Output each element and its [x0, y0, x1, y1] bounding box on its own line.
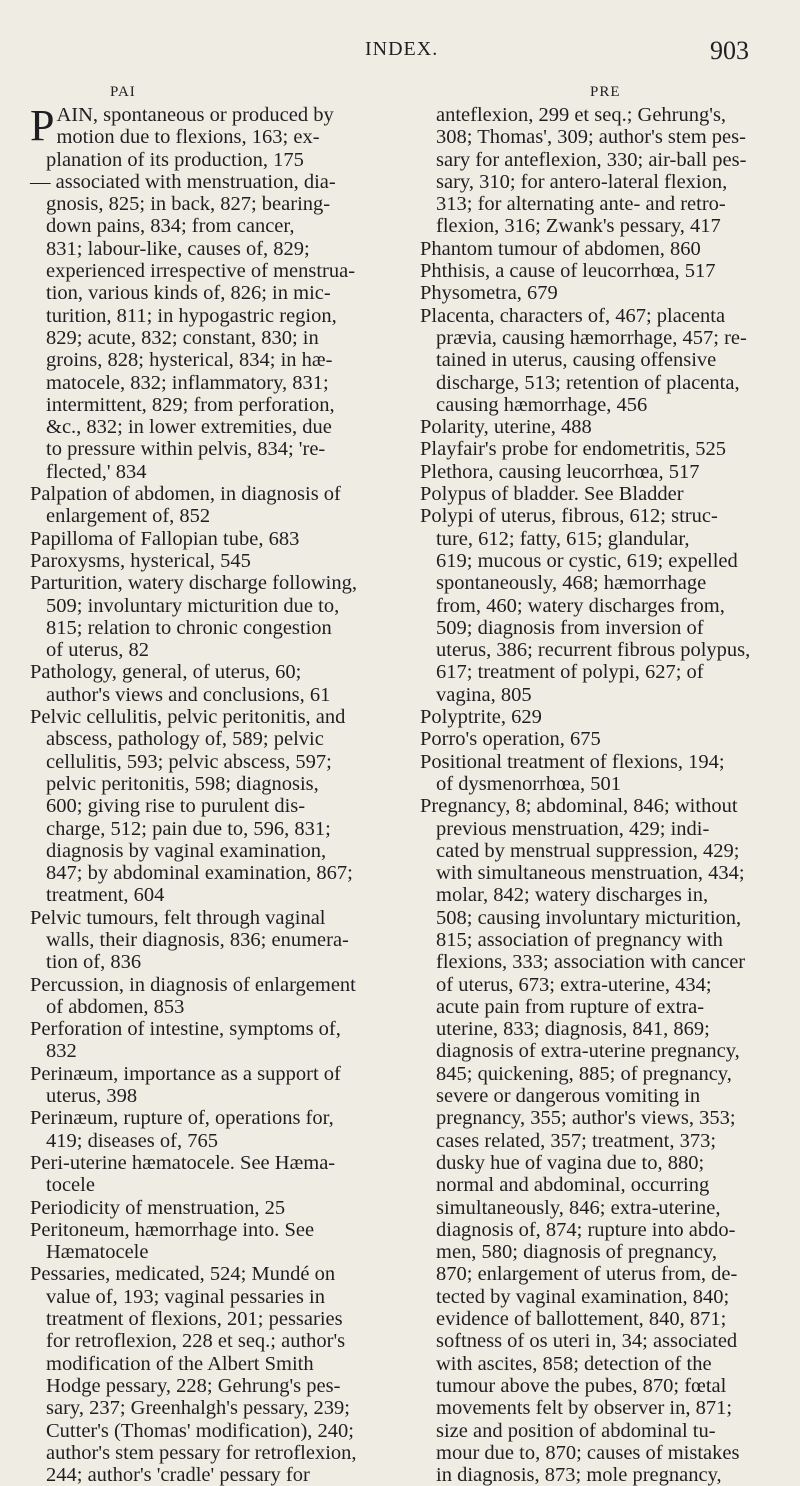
index-line: 509; diagnosis from inversion of	[436, 616, 704, 639]
index-line: enlargement of, 852	[46, 505, 211, 528]
index-line: cated by menstrual suppression, 429;	[436, 839, 740, 862]
index-line: anteflexion, 299 et seq.; Gehrung's,	[436, 104, 727, 126]
index-line: mour due to, 870; causes of mistakes	[436, 1441, 740, 1464]
index-line: 617; treatment of polypi, 627; of	[436, 661, 704, 684]
index-line: from, 460; watery discharges from,	[436, 594, 725, 617]
index-line: &c., 832; in lower extremities, due	[46, 416, 332, 439]
index-line: causing hæmorrhage, 456	[436, 393, 648, 416]
index-line: Perinæum, importance as a support of	[30, 1062, 341, 1085]
index-line: of abdomen, 853	[46, 995, 185, 1018]
index-line: 308; Thomas', 309; author's stem pes-	[436, 126, 746, 149]
index-line: Polarity, uterine, 488	[420, 416, 592, 439]
right-column	[420, 80, 792, 1486]
index-line: tained in uterus, causing offensive	[436, 349, 717, 372]
index-line: author's views and conclusions, 61	[46, 683, 331, 706]
index-line: — associated with menstruation, dia-	[30, 170, 336, 193]
index-line: men, 580; diagnosis of pregnancy,	[436, 1241, 718, 1264]
index-line: diagnosis of, 874; rupture into abdo-	[436, 1218, 736, 1241]
index-line: Percussion, in diagnosis of enlargement	[30, 973, 356, 996]
index-line: treatment of flexions, 201; pessaries	[46, 1308, 343, 1331]
index-line: uterine, 833; diagnosis, 841, 869;	[436, 1018, 710, 1041]
index-line: Palpation of abdomen, in diagnosis of	[30, 483, 341, 506]
index-line: in diagnosis, 873; mole pregnancy,	[436, 1464, 722, 1486]
index-line: Peritoneum, hæmorrhage into. See	[30, 1218, 315, 1241]
index-line: softness of os uteri in, 34; associated	[436, 1330, 738, 1353]
index-line: 509; involuntary micturition due to,	[46, 594, 340, 617]
index-line: pelvic peritonitis, 598; diagnosis,	[46, 772, 319, 795]
index-line: author's stem pessary for retroflexion,	[46, 1441, 357, 1464]
index-line: Hodge pessary, 228; Gehrung's pes-	[46, 1374, 341, 1397]
drop-cap-letter: P	[30, 101, 55, 150]
index-line: value of, 193; vaginal pessaries in	[46, 1285, 325, 1308]
index-line: 829; acute, 832; constant, 830; in	[46, 326, 319, 349]
index-line: Perforation of intestine, symptoms of,	[30, 1018, 341, 1041]
index-line: for retroflexion, 228 et seq.; author's	[46, 1330, 346, 1353]
index-line: vagina, 805	[436, 683, 532, 706]
index-line: 831; labour-like, causes of, 829;	[46, 237, 310, 260]
index-line: Playfair's probe for endometritis, 525	[420, 438, 726, 461]
index-line: turition, 811; in hypogastric region,	[46, 304, 337, 327]
index-line: experienced irrespective of menstrua-	[46, 260, 356, 283]
index-line: 815; relation to chronic congestion	[46, 616, 332, 639]
index-line: Polypi of uterus, fibrous, 612; struc-	[420, 505, 718, 528]
index-line: Polypus of bladder. See Bladder	[420, 483, 684, 506]
index-line: cases related, 357; treatment, 373;	[436, 1129, 717, 1152]
index-line: AIN, spontaneous or produced by	[56, 104, 334, 126]
index-line: 313; for alternating ante- and retro-	[436, 193, 726, 216]
index-line: flected,' 834	[46, 460, 147, 483]
index-line: normal and abdominal, occurring	[436, 1174, 710, 1197]
index-line: ture, 612; fatty, 615; glandular,	[436, 527, 690, 550]
index-line: Papilloma of Fallopian tube, 683	[30, 527, 300, 550]
index-line: of uterus, 673; extra-uterine, 434;	[436, 973, 712, 996]
index-line: size and position of abdominal tu-	[436, 1419, 716, 1442]
index-line: Placenta, characters of, 467; placenta	[420, 304, 726, 327]
index-line: Cutter's (Thomas' modification), 240;	[46, 1419, 355, 1442]
index-line: cellulitis, 593; pelvic abscess, 597;	[46, 750, 332, 773]
index-line: discharge, 513; retention of placenta,	[436, 371, 740, 394]
index-line: tected by vaginal examination, 840;	[436, 1285, 730, 1308]
index-line: sary, 237; Greenhalgh's pessary, 239;	[46, 1397, 350, 1420]
index-line: planation of its production, 175	[46, 148, 304, 171]
index-line: 815; association of pregnancy with	[436, 928, 723, 951]
index-line: 419; diseases of, 765	[46, 1129, 218, 1152]
index-line: Pregnancy, 8; abdominal, 846; without	[420, 795, 738, 818]
index-line: uterus, 386; recurrent fibrous polypus,	[436, 639, 751, 662]
index-line: charge, 512; pain due to, 596, 831;	[46, 817, 331, 840]
index-line: Porro's operation, 675	[420, 728, 601, 751]
index-line: matocele, 832; inflammatory, 831;	[46, 371, 329, 394]
index-line: treatment, 604	[46, 884, 165, 907]
index-line: down pains, 834; from cancer,	[46, 215, 295, 238]
index-line: Physometra, 679	[420, 282, 558, 305]
index-line: Paroxysms, hysterical, 545	[30, 549, 251, 572]
right-running-head: PRE	[590, 84, 621, 100]
index-line: diagnosis by vaginal examination,	[46, 839, 327, 862]
right-entry-list	[420, 104, 792, 1486]
column-divider	[410, 80, 411, 1430]
index-line: gnosis, 825; in back, 827; bearing-	[46, 193, 331, 216]
index-line: severe or dangerous vomiting in	[436, 1085, 701, 1108]
index-line: Parturition, watery discharge following,	[30, 572, 357, 595]
index-line: Phthisis, a cause of leucorrhœa, 517	[420, 260, 716, 283]
index-line: Pelvic cellulitis, pelvic peritonitis, and	[30, 706, 346, 729]
index-line: 619; mucous or cystic, 619; expelled	[436, 549, 738, 572]
index-line: Periodicity of menstruation, 25	[30, 1196, 286, 1219]
index-line: evidence of ballottement, 840, 871;	[436, 1308, 727, 1331]
index-line: tocele	[46, 1174, 95, 1197]
index-line: Polyptrite, 629	[420, 706, 542, 729]
page-number: 903	[710, 36, 749, 65]
index-line: walls, their diagnosis, 836; enumera-	[46, 928, 349, 951]
index-line: previous menstruation, 429; indi-	[436, 817, 710, 840]
index-line: 600; giving rise to purulent dis-	[46, 795, 306, 818]
index-line: with ascites, 858; detection of the	[436, 1352, 712, 1375]
index-line: acute pain from rupture of extra-	[436, 995, 705, 1018]
left-entry-list	[30, 126, 402, 1486]
index-line: flexion, 316; Zwank's pessary, 417	[436, 215, 721, 238]
index-line: dusky hue of vagina due to, 880;	[436, 1151, 705, 1174]
index-line: Peri-uterine hæmatocele. See Hæma-	[30, 1151, 336, 1174]
index-line: 845; quickening, 885; of pregnancy,	[436, 1062, 732, 1085]
index-line: Perinæum, rupture of, operations for,	[30, 1107, 334, 1130]
index-line: with simultaneous menstruation, 434;	[436, 862, 745, 885]
index-line: modification of the Albert Smith	[46, 1352, 314, 1375]
index-line: 847; by abdominal examination, 867;	[46, 862, 353, 885]
index-line: simultaneously, 846; extra-uterine,	[436, 1196, 721, 1219]
index-line: 508; causing involuntary micturition,	[436, 906, 742, 929]
index-line: Positional treatment of flexions, 194;	[420, 750, 725, 773]
index-line: flexions, 333; association with cancer	[436, 951, 746, 974]
index-line: to pressure within pelvis, 834; 're-	[46, 438, 326, 461]
index-line: uterus, 398	[46, 1085, 138, 1108]
index-line: tion, various kinds of, 826; in mic-	[46, 282, 331, 305]
index-line: sary for anteflexion, 330; air-ball pes-	[436, 148, 747, 171]
index-line: tion of, 836	[46, 951, 142, 974]
index-line: Phantom tumour of abdomen, 860	[420, 237, 701, 260]
index-line: Plethora, causing leucorrhœa, 517	[420, 460, 700, 483]
index-line: spontaneously, 468; hæmorrhage	[436, 572, 707, 595]
index-line: Pelvic tumours, felt through vaginal	[30, 906, 326, 929]
index-line: prævia, causing hæmorrhage, 457; re-	[436, 326, 747, 349]
left-column	[30, 80, 402, 1486]
index-line: 244; author's 'cradle' pessary for	[46, 1464, 310, 1486]
index-line: of dysmenorrhœa, 501	[436, 772, 622, 795]
index-line: of uterus, 82	[46, 639, 150, 662]
index-line: tumour above the pubes, 870; fœtal	[436, 1374, 727, 1397]
index-line: Pessaries, medicated, 524; Mundé on	[30, 1263, 336, 1286]
index-line: intermittent, 829; from perforation,	[46, 393, 335, 416]
index-line: movements felt by observer in, 871;	[436, 1397, 733, 1420]
index-line: Hæmatocele	[46, 1241, 149, 1264]
index-line: 832	[46, 1040, 77, 1063]
index-line: groins, 828; hysterical, 834; in hæ-	[46, 349, 333, 372]
index-line: Pathology, general, of uterus, 60;	[30, 661, 302, 684]
index-line: molar, 842; watery discharges in,	[436, 884, 709, 907]
index-line: abscess, pathology of, 589; pelvic	[46, 728, 324, 751]
index-line: 870; enlargement of uterus from, de-	[436, 1263, 738, 1286]
page-header	[0, 36, 800, 68]
index-line: sary, 310; for antero-lateral flexion,	[436, 170, 728, 193]
index-line: diagnosis of extra-uterine pregnancy,	[436, 1040, 740, 1063]
left-running-head: PAI	[110, 84, 136, 100]
index-line: motion due to flexions, 163; ex-	[56, 126, 320, 149]
index-line: pregnancy, 355; author's views, 353;	[436, 1107, 736, 1130]
page-title: INDEX.	[365, 38, 439, 60]
